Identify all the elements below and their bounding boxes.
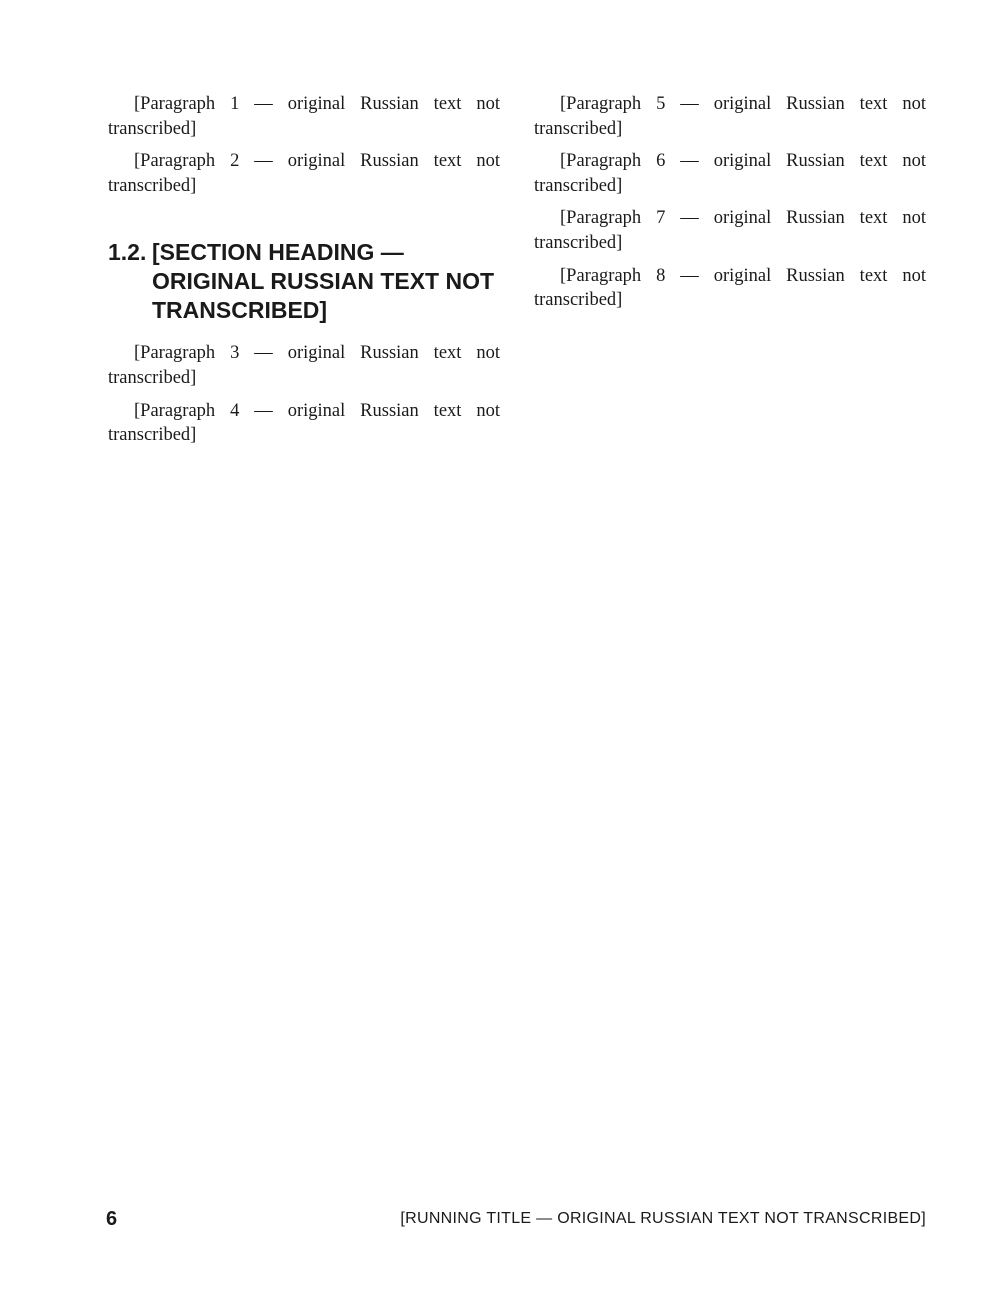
body-paragraph: [Paragraph 8 — original Russian text not transcribed] (534, 265, 926, 311)
running-footer: [RUNNING TITLE — ORIGINAL RUSSIAN TEXT NOT TRANSCRIBED] (400, 1210, 926, 1227)
right-column (534, 92, 926, 1182)
body-paragraph: [Paragraph 4 — original Russian text not transcribed] (108, 400, 500, 446)
body-paragraph: [Paragraph 6 — original Russian text not transcribed] (534, 151, 926, 196)
body-paragraph: [Paragraph 7 — original Russian text not transcribed] (534, 208, 926, 253)
two-column-body (108, 92, 926, 1182)
body-paragraph: [Paragraph 5 — original Russian text not transcribed] (534, 94, 926, 139)
section-heading (108, 238, 500, 325)
section-title: [SECTION HEADING — ORIGINAL RUSSIAN TEXT NOT TRANSCRIBED] (152, 239, 495, 324)
body-paragraph: [Paragraph 1 — original Russian text not transcribed] (108, 94, 500, 139)
left-column (108, 92, 500, 1182)
body-paragraph: [Paragraph 3 — original Russian text not transcribed] (108, 343, 500, 388)
body-paragraph: [Paragraph 2 — original Russian text not transcribed] (108, 151, 500, 196)
section-number: 1.2. (108, 239, 147, 266)
page-number: 6 (106, 1208, 118, 1230)
